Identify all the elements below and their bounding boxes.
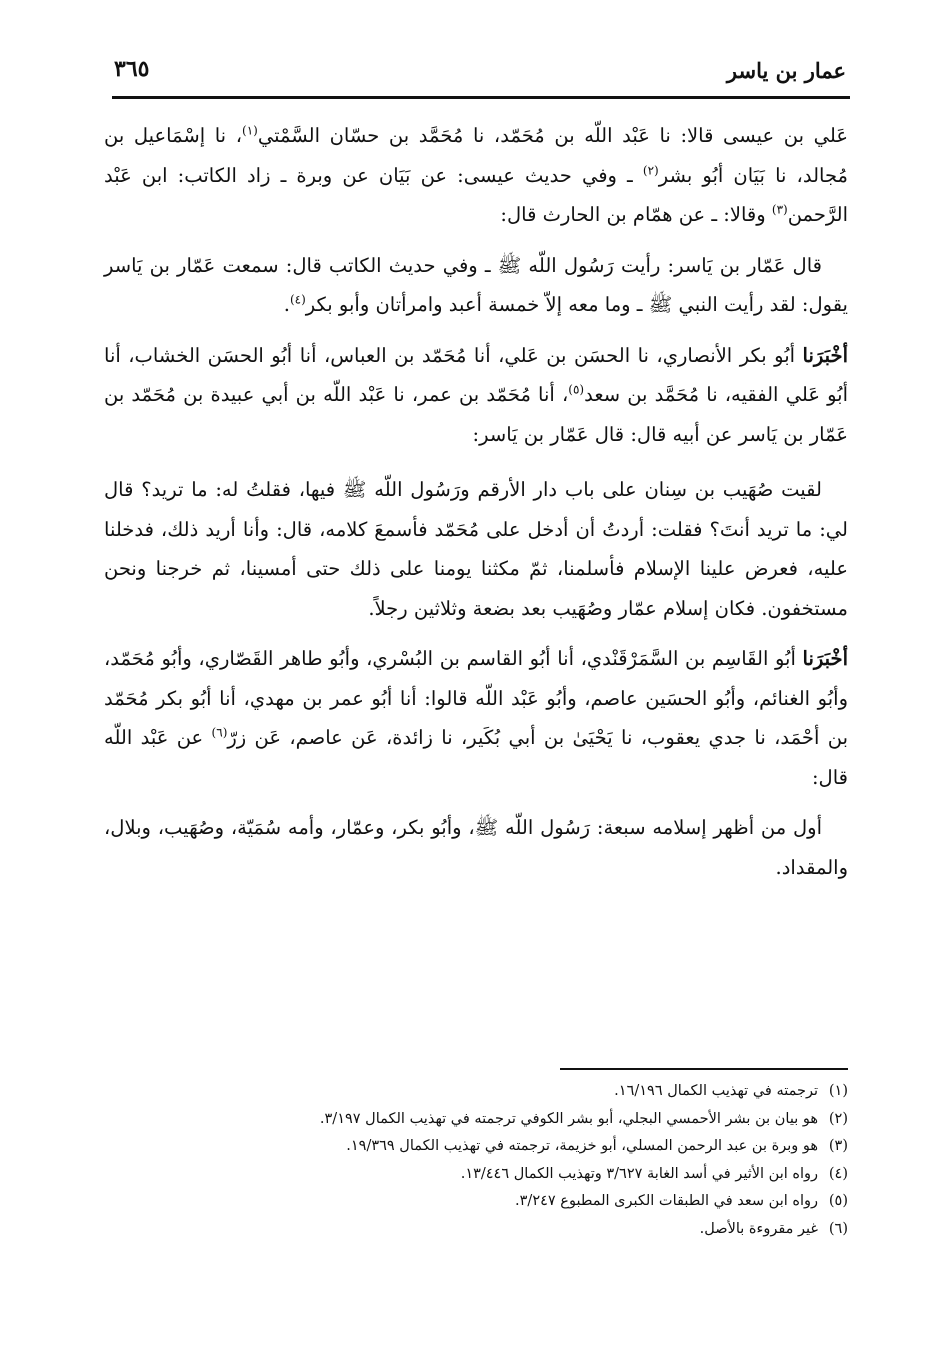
paragraph-3: أخْبَرَنا أبُو بكر الأنصاري، نا الحسَن بن عَلي، أنا مُحَمّد بن العباس، أنا أبُو الحسَن الخشاب، أنا أبُو عَلي الفقيه، نا مُحَمَّد بن سعد$^{(٥)}$، أنا مُحَمّد بن عمر، نا عَبْد اللّه بن أبي عبيدة بن مُحَمّد بن عَمّار بن يَاسر عن أبيه قال: قال عَمّار بن يَاسر: xyxy=(104,343,849,446)
footnote-1: (١)ترجمته في تهذيب الكمال ١٦/١٩٦. xyxy=(614,1083,848,1099)
footnotes xyxy=(104,1078,848,1244)
running-title: عمار بن ياسر xyxy=(726,58,846,83)
footnote-ref-5: (٥) xyxy=(568,382,585,397)
paragraph-5: أخْبَرَنا أبُو القَاسِم بن السَّمَرْقَنْدي، أنا أبُو القاسم بن البُسْري، وأبُو طاهر القَصّاري، وأبُو مُحَمّد، وأبُو الغنائم، وأبُو الحسَين عاصم، وأبُو عَبْد اللّه قالوا: أنا أبُو عمر بن مهدي، أنا أبُو بكر مُحَمّد بن أحْمَد، نا جدي يعقوب، نا يَحْيَىٰ بن أبي بُكَير، نا زائدة، عَن عاصم، عَن زرّ$^{(٦)}$ عن عَبْد اللّه قال: xyxy=(104,647,849,789)
footnote-ref-4: (٤) xyxy=(289,292,306,307)
page-number: ٣٦٥ xyxy=(114,56,150,82)
paragraph-1: عَلي بن عيسى قالا: نا عَبْد اللّه بن مُحَمّد، نا مُحَمَّد بن حسّان السَّمْتي$^{(١)}$، نا إسْمَاعيل بن مُجالد، نا بَيَان أبُو بشر$^{(٢)}$ ـ وفي حديث عيسى: عن بَيَان عن وبرة ـ زاد الكاتب: ابن عَبْد الرَّحمن$^{(٣)}$ وقالا: ـ عن همّام بن الحارث قال: xyxy=(104,123,848,226)
footnote-6: (٦)غير مقروءة بالأصل. xyxy=(699,1220,848,1237)
akhbarana-keyword: أخْبَرَنا xyxy=(802,343,848,367)
running-header xyxy=(112,52,848,94)
paragraph-2: قال عَمّار بن يَاسر: رأيت رَسُول اللّه ﷺ ـ وفي حديث الكاتب قال: سمعت عَمّار بن يَاسر يقول: لقد رأيت النبي ﷺ ـ وما معه إلاّ خمسة أعبد وامرأتان وأبو بكر$^{(٤)}$. xyxy=(104,253,848,316)
header-rule xyxy=(112,96,850,99)
footnote-ref-2: (٢) xyxy=(642,163,659,177)
footnote-5: (٥)رواه ابن سعد في الطبقات الكبرى المطبوع ٣/٢٤٧. xyxy=(515,1193,848,1210)
footnote-separator xyxy=(560,1068,848,1070)
footnote-ref-3: (٣) xyxy=(771,202,788,217)
footnote-2: (٢)هو بيان بن بشر الأحمسي البجلي، أبو بشر الكوفي ترجمته في تهذيب الكمال ٣/١٩٧. xyxy=(319,1110,848,1127)
footnote-4: (٤)رواه ابن الأثير في أسد الغابة ٣/٦٢٧ وتهذيب الكمال ١٣/٤٤٦. xyxy=(460,1165,848,1182)
main-text xyxy=(104,116,848,887)
footnote-ref-6: (٦) xyxy=(211,725,228,740)
akhbarana-keyword: أخْبَرَنا xyxy=(802,647,848,670)
paragraph-6: أول من أظهر إسلامه سبعة: رَسُول اللّه ﷺ، وأبُو بكر، وعمّار، وأمه سُمَيّة، وصُهَيب، وبلال، والمقداد. xyxy=(104,816,848,879)
footnote-3: (٣)هو وبرة بن عبد الرحمن المسلي، أبو خزيمة، ترجمته في تهذيب الكمال ١٩/٣٦٩. xyxy=(346,1138,848,1155)
paragraph-4: لقيت صُهَيب بن سِنان على باب دار الأرقم ورَسُول اللّه ﷺ فيها، فقلتُ له: ما تريد؟ قال لي: ما تريد أنتَ؟ فقلت: أردتُ أن أدخل على مُحَمّد فأسمعَ كلامه، قال: وأنا أريد ذلك، فدخلنا عليه، فعرض علينا الإسلام فأسلمنا، ثمّ مكثنا يومنا على ذلك حتى أمسينا، ثم خرجنا ونحن مستخفون. فكان إسلام عمّار وصُهَيب بعد بضعة وثلاثين رجلاً. xyxy=(104,478,848,620)
footnote-ref-1: (١) xyxy=(242,123,258,138)
